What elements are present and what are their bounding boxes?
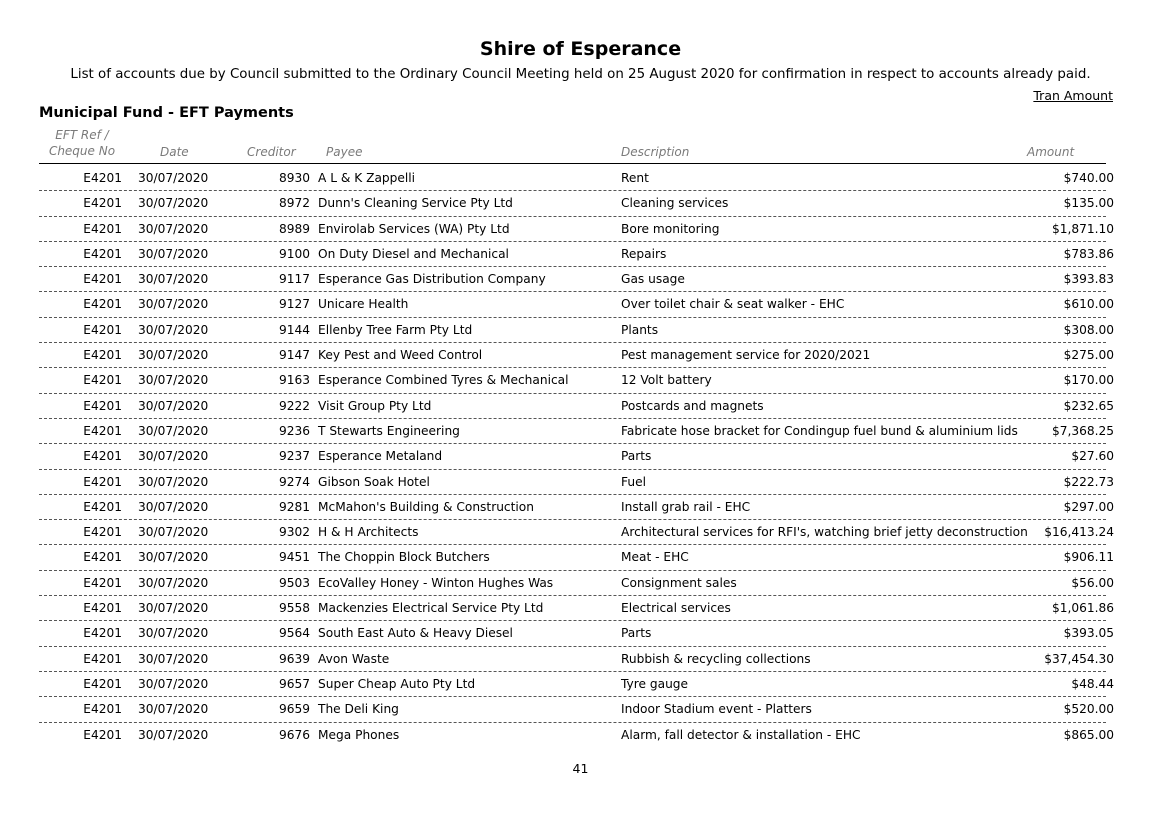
cell-description: Consignment sales <box>621 575 737 590</box>
cell-payee: A L & K Zappelli <box>318 171 416 185</box>
table-row <box>39 292 1114 317</box>
cell-amount: $37,454.30 <box>1044 651 1114 666</box>
cell-amount: $135.00 <box>1063 196 1114 211</box>
cell-date: 30/07/2020 <box>138 601 209 616</box>
cell-ref: E4201 <box>83 676 122 691</box>
table-row <box>39 571 1114 596</box>
cell-amount: $740.00 <box>1063 171 1114 185</box>
cell-creditor: 9222 <box>278 398 310 413</box>
cell-date: 30/07/2020 <box>138 398 209 413</box>
cell-date: 30/07/2020 <box>138 525 209 540</box>
table-row <box>39 343 1114 368</box>
cell-creditor: 9639 <box>278 651 310 666</box>
cell-ref: E4201 <box>83 272 122 287</box>
cell-creditor: 9676 <box>278 727 310 742</box>
cell-date: 30/07/2020 <box>138 221 209 236</box>
cell-creditor: 9451 <box>278 550 310 565</box>
cell-ref: E4201 <box>83 525 122 540</box>
cell-payee: Ellenby Tree Farm Pty Ltd <box>318 322 473 337</box>
cell-description: Gas usage <box>621 272 685 287</box>
document-title: Shire of Esperance <box>479 38 682 60</box>
cell-creditor: 8972 <box>278 196 310 211</box>
cell-description: Install grab rail - EHC <box>621 499 751 514</box>
cell-date: 30/07/2020 <box>138 702 209 717</box>
cell-amount: $275.00 <box>1063 348 1114 363</box>
cell-payee: Unicare Health <box>318 297 409 312</box>
table-row <box>39 419 1114 444</box>
cell-date: 30/07/2020 <box>138 676 209 691</box>
cell-amount: $1,871.10 <box>1051 221 1114 236</box>
cell-amount: $27.60 <box>1071 449 1114 464</box>
table-row <box>39 191 1114 216</box>
cell-ref: E4201 <box>83 423 122 438</box>
cell-description: Indoor Stadium event - Platters <box>621 702 812 717</box>
cell-description: Postcards and magnets <box>621 398 764 413</box>
table-row <box>39 242 1114 267</box>
cell-date: 30/07/2020 <box>138 651 209 666</box>
cell-ref: E4201 <box>83 196 122 211</box>
cell-description: Parts <box>621 626 652 641</box>
table-row <box>39 267 1114 292</box>
table-row <box>39 545 1114 570</box>
column-header-ref-line1: EFT Ref / <box>55 128 109 142</box>
cell-amount: $297.00 <box>1063 499 1114 514</box>
cell-payee: Esperance Gas Distribution Company <box>318 272 546 287</box>
cell-description: Meat - EHC <box>621 550 689 565</box>
column-header-ref <box>42 127 122 159</box>
cell-creditor: 9236 <box>278 423 310 438</box>
cell-payee: Key Pest and Weed Control <box>318 348 483 363</box>
cell-creditor: 9274 <box>278 474 310 489</box>
cell-payee: Super Cheap Auto Pty Ltd <box>318 676 476 691</box>
cell-payee: Visit Group Pty Ltd <box>318 398 432 413</box>
cell-ref: E4201 <box>83 626 122 641</box>
column-header-amount: Amount <box>1027 145 1075 159</box>
cell-description: Fuel <box>621 474 646 489</box>
cell-creditor: 9302 <box>278 525 310 540</box>
cell-amount: $393.05 <box>1063 626 1114 641</box>
table-row <box>39 672 1114 697</box>
cell-creditor: 9237 <box>278 449 310 464</box>
cell-date: 30/07/2020 <box>138 727 209 742</box>
cell-ref: E4201 <box>83 499 122 514</box>
cell-date: 30/07/2020 <box>138 423 209 438</box>
cell-description: Rubbish & recycling collections <box>621 651 811 666</box>
cell-amount: $520.00 <box>1063 702 1114 717</box>
column-header-ref-line2: Cheque No <box>48 144 116 158</box>
document-subtitle: List of accounts due by Council submitted to the Ordinary Council Meeting held on 25 August 2020 for confirmation in respect to accounts already paid. <box>70 67 1091 82</box>
cell-description: Parts <box>621 449 652 464</box>
cell-description: 12 Volt battery <box>621 373 712 388</box>
cell-ref: E4201 <box>83 171 122 185</box>
cell-creditor: 9659 <box>278 702 310 717</box>
cell-description: Plants <box>621 322 659 337</box>
cell-ref: E4201 <box>83 398 122 413</box>
cell-payee: South East Auto & Heavy Diesel <box>318 626 513 641</box>
cell-description: Fabricate hose bracket for Condingup fuel bund & aluminium lids <box>621 423 1018 438</box>
cell-payee: H & H Architects <box>318 525 419 540</box>
column-header-creditor: Creditor <box>247 145 296 159</box>
payments-table-body <box>39 166 1114 748</box>
cell-payee: EcoValley Honey - Winton Hughes Was <box>318 575 554 590</box>
cell-description: Alarm, fall detector & installation - EHC <box>621 727 861 742</box>
cell-creditor: 9558 <box>278 601 310 616</box>
cell-amount: $16,413.24 <box>1044 525 1114 540</box>
cell-creditor: 9127 <box>278 297 310 312</box>
tran-amount-label: Tran Amount <box>1033 88 1113 103</box>
cell-date: 30/07/2020 <box>138 550 209 565</box>
cell-date: 30/07/2020 <box>138 348 209 363</box>
cell-payee: Mackenzies Electrical Service Pty Ltd <box>318 601 544 616</box>
cell-date: 30/07/2020 <box>138 196 209 211</box>
table-row <box>39 394 1114 419</box>
table-row <box>39 217 1114 242</box>
cell-description: Cleaning services <box>621 196 729 211</box>
cell-ref: E4201 <box>83 221 122 236</box>
cell-amount: $48.44 <box>1071 676 1114 691</box>
table-row <box>39 723 1114 748</box>
cell-ref: E4201 <box>83 373 122 388</box>
cell-description: Electrical services <box>621 601 731 616</box>
cell-amount: $56.00 <box>1071 575 1114 590</box>
cell-amount: $170.00 <box>1063 373 1114 388</box>
cell-creditor: 9147 <box>278 348 310 363</box>
cell-creditor: 9144 <box>278 322 310 337</box>
cell-payee: T Stewarts Engineering <box>318 423 460 438</box>
cell-creditor: 9281 <box>278 499 310 514</box>
cell-creditor: 9564 <box>278 626 310 641</box>
cell-creditor: 8930 <box>278 171 310 185</box>
cell-date: 30/07/2020 <box>138 449 209 464</box>
cell-date: 30/07/2020 <box>138 626 209 641</box>
cell-ref: E4201 <box>83 449 122 464</box>
cell-description: Bore monitoring <box>621 221 720 236</box>
cell-description: Repairs <box>621 246 667 261</box>
cell-payee: Gibson Soak Hotel <box>318 474 430 489</box>
table-row <box>39 596 1114 621</box>
cell-ref: E4201 <box>83 297 122 312</box>
cell-date: 30/07/2020 <box>138 297 209 312</box>
cell-payee: Avon Waste <box>318 651 390 666</box>
cell-amount: $783.86 <box>1063 246 1114 261</box>
cell-payee: The Deli King <box>318 702 399 717</box>
cell-description: Tyre gauge <box>621 676 689 691</box>
cell-creditor: 9117 <box>278 272 310 287</box>
table-row <box>39 647 1114 672</box>
table-header <box>39 127 1106 164</box>
cell-payee: Dunn's Cleaning Service Pty Ltd <box>318 196 513 211</box>
table-row <box>39 697 1114 722</box>
cell-description: Rent <box>621 171 649 185</box>
cell-creditor: 9100 <box>278 246 310 261</box>
cell-ref: E4201 <box>83 601 122 616</box>
cell-creditor: 8989 <box>278 221 310 236</box>
fund-heading: Municipal Fund - EFT Payments <box>39 105 294 121</box>
cell-ref: E4201 <box>83 322 122 337</box>
cell-date: 30/07/2020 <box>138 272 209 287</box>
table-row <box>39 470 1114 495</box>
column-header-description: Description <box>621 145 690 159</box>
cell-payee: Esperance Metaland <box>318 449 443 464</box>
cell-ref: E4201 <box>83 651 122 666</box>
cell-payee: McMahon's Building & Construction <box>318 499 534 514</box>
cell-ref: E4201 <box>83 246 122 261</box>
table-row <box>39 444 1114 469</box>
cell-ref: E4201 <box>83 474 122 489</box>
cell-amount: $308.00 <box>1063 322 1114 337</box>
cell-creditor: 9503 <box>278 575 310 590</box>
cell-payee: Envirolab Services (WA) Pty Ltd <box>318 221 510 236</box>
cell-amount: $222.73 <box>1063 474 1114 489</box>
cell-amount: $906.11 <box>1063 550 1114 565</box>
cell-date: 30/07/2020 <box>138 171 209 185</box>
cell-payee: Esperance Combined Tyres & Mechanical <box>318 373 569 388</box>
cell-date: 30/07/2020 <box>138 499 209 514</box>
column-header-payee: Payee <box>326 145 363 159</box>
cell-amount: $393.83 <box>1063 272 1114 287</box>
cell-ref: E4201 <box>83 575 122 590</box>
cell-amount: $865.00 <box>1063 727 1114 742</box>
cell-payee: Mega Phones <box>318 727 400 742</box>
cell-description: Architectural services for RFI's, watching brief jetty deconstruction <box>621 525 1028 540</box>
cell-payee: On Duty Diesel and Mechanical <box>318 246 509 261</box>
table-row <box>39 520 1114 545</box>
table-row <box>39 621 1114 646</box>
cell-payee: The Choppin Block Butchers <box>318 550 490 565</box>
cell-ref: E4201 <box>83 550 122 565</box>
column-header-date: Date <box>160 145 189 159</box>
cell-ref: E4201 <box>83 702 122 717</box>
cell-description: Pest management service for 2020/2021 <box>621 348 871 363</box>
cell-description: Over toilet chair & seat walker - EHC <box>621 297 845 312</box>
cell-date: 30/07/2020 <box>138 373 209 388</box>
table-row <box>39 368 1114 393</box>
cell-ref: E4201 <box>83 348 122 363</box>
cell-date: 30/07/2020 <box>138 322 209 337</box>
cell-ref: E4201 <box>83 727 122 742</box>
cell-date: 30/07/2020 <box>138 575 209 590</box>
table-row <box>39 495 1114 520</box>
page-number: 41 <box>572 761 589 776</box>
cell-amount: $232.65 <box>1063 398 1114 413</box>
cell-amount: $1,061.86 <box>1051 601 1114 616</box>
cell-date: 30/07/2020 <box>138 474 209 489</box>
cell-creditor: 9657 <box>278 676 310 691</box>
cell-amount: $610.00 <box>1063 297 1114 312</box>
table-row <box>39 166 1114 191</box>
table-row <box>39 318 1114 343</box>
cell-amount: $7,368.25 <box>1051 423 1114 438</box>
cell-creditor: 9163 <box>278 373 310 388</box>
cell-date: 30/07/2020 <box>138 246 209 261</box>
